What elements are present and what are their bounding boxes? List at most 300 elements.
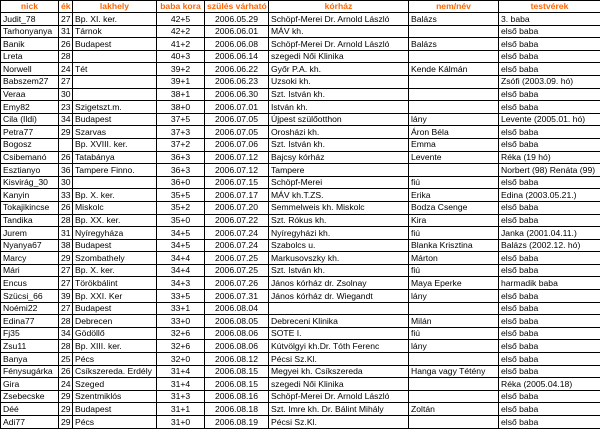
due-date-cell[interactable]: 2006.06.30: [205, 88, 269, 101]
sex-name-cell[interactable]: Maya Eperke: [409, 277, 499, 290]
residence-cell[interactable]: [73, 176, 157, 189]
siblings-cell[interactable]: Edina (2003.05.21.): [499, 189, 600, 202]
siblings-cell[interactable]: első baba: [499, 176, 600, 189]
table-row: [1, 416, 600, 429]
due-date-cell[interactable]: 2006.06.23: [205, 75, 269, 88]
residence-cell[interactable]: Budapest: [73, 403, 157, 416]
nick-cell[interactable]: Mári: [1, 264, 59, 277]
column-header-nick[interactable]: nick: [1, 1, 59, 13]
age-cell[interactable]: 27: [59, 264, 73, 277]
sex-name-cell[interactable]: lány: [409, 113, 499, 126]
sex-name-cell[interactable]: Blanka Krisztina: [409, 239, 499, 252]
siblings-cell[interactable]: Réka (2005.04.18): [499, 378, 600, 391]
nick-cell[interactable]: Marcy: [1, 252, 59, 265]
sex-name-cell[interactable]: Bodza Csenge: [409, 201, 499, 214]
nick-cell[interactable]: Judit_78: [1, 13, 59, 26]
residence-cell[interactable]: Tárnok: [73, 25, 157, 38]
sex-name-cell[interactable]: Zoltán: [409, 403, 499, 416]
siblings-cell[interactable]: első baba: [499, 416, 600, 429]
baby-age-cell[interactable]: 38+1: [157, 88, 205, 101]
due-date-cell[interactable]: 2006.07.26: [205, 277, 269, 290]
nick-cell[interactable]: Veraa: [1, 88, 59, 101]
siblings-cell[interactable]: első baba: [499, 88, 600, 101]
age-cell[interactable]: 29: [59, 126, 73, 139]
column-header-age[interactable]: ék: [59, 1, 73, 13]
due-date-cell[interactable]: 2006.08.16: [205, 390, 269, 403]
sex-name-cell[interactable]: [409, 25, 499, 38]
sex-name-cell[interactable]: Márton: [409, 252, 499, 265]
table-row: [1, 214, 600, 227]
baby-age-cell[interactable]: 38+0: [157, 101, 205, 114]
siblings-cell[interactable]: első baba: [499, 315, 600, 328]
hospital-cell[interactable]: Schöpf-Merei: [269, 176, 409, 189]
age-cell[interactable]: 27: [59, 13, 73, 26]
baby-age-cell[interactable]: 33+5: [157, 290, 205, 303]
table-row: [1, 378, 600, 391]
hospital-cell[interactable]: János kórház dr. Zsolnay: [269, 277, 409, 290]
table-row: [1, 164, 600, 177]
siblings-cell[interactable]: első baba: [499, 290, 600, 303]
nick-cell[interactable]: Csibemanó: [1, 151, 59, 164]
sex-name-cell[interactable]: Levente: [409, 151, 499, 164]
hospital-cell[interactable]: Szt. Rókus kh.: [269, 214, 409, 227]
residence-cell[interactable]: Pécs: [73, 416, 157, 429]
due-date-cell[interactable]: 2006.07.25: [205, 252, 269, 265]
due-date-cell[interactable]: 2006.06.22: [205, 63, 269, 76]
sex-name-cell[interactable]: Áron Béla: [409, 126, 499, 139]
due-date-cell[interactable]: 2006.08.15: [205, 365, 269, 378]
baby-age-cell[interactable]: 35+5: [157, 189, 205, 202]
residence-cell[interactable]: Debrecen: [73, 315, 157, 328]
column-header-baby-age[interactable]: baba kora: [157, 1, 205, 13]
age-cell[interactable]: 31: [59, 227, 73, 240]
sex-name-cell[interactable]: fiú: [409, 327, 499, 340]
hospital-cell[interactable]: Győr P.A. kh.: [269, 63, 409, 76]
sex-name-cell[interactable]: fiú: [409, 227, 499, 240]
sex-name-cell[interactable]: lány: [409, 340, 499, 353]
table-row: [1, 13, 600, 26]
age-cell[interactable]: 29: [59, 416, 73, 429]
age-cell[interactable]: 29: [59, 390, 73, 403]
baby-age-cell[interactable]: 37+3: [157, 126, 205, 139]
siblings-cell[interactable]: első baba: [499, 25, 600, 38]
age-cell[interactable]: 38: [59, 239, 73, 252]
baby-age-cell[interactable]: 32+6: [157, 327, 205, 340]
siblings-cell[interactable]: első baba: [499, 340, 600, 353]
siblings-cell[interactable]: 3. baba: [499, 13, 600, 26]
siblings-cell[interactable]: harmadik baba: [499, 277, 600, 290]
nick-cell[interactable]: Esztianyo: [1, 164, 59, 177]
age-cell[interactable]: 28: [59, 50, 73, 63]
table-row: [1, 201, 600, 214]
baby-age-cell[interactable]: 33+1: [157, 302, 205, 315]
sex-name-cell[interactable]: fiú: [409, 264, 499, 277]
baby-age-cell[interactable]: 31+4: [157, 378, 205, 391]
column-header-hospital[interactable]: kórház: [269, 1, 409, 13]
siblings-cell[interactable]: Zsófi (2003.09. hó): [499, 75, 600, 88]
nick-cell[interactable]: Encus: [1, 277, 59, 290]
table-row: [1, 227, 600, 240]
residence-cell[interactable]: Budapest: [73, 302, 157, 315]
baby-age-cell[interactable]: 39+1: [157, 75, 205, 88]
due-date-cell[interactable]: 2006.07.24: [205, 239, 269, 252]
table-row: [1, 38, 600, 51]
due-date-cell[interactable]: 2006.07.01: [205, 101, 269, 114]
hospital-cell[interactable]: Szabolcs u.: [269, 239, 409, 252]
nick-cell[interactable]: Banya: [1, 353, 59, 366]
age-cell[interactable]: 27: [59, 75, 73, 88]
nick-cell[interactable]: Tokajikincse: [1, 201, 59, 214]
due-date-cell[interactable]: 2006.07.17: [205, 189, 269, 202]
residence-cell[interactable]: Bp. X. ker.: [73, 264, 157, 277]
siblings-cell[interactable]: első baba: [499, 101, 600, 114]
age-cell[interactable]: 29: [59, 403, 73, 416]
hospital-cell[interactable]: Uzsoki kh.: [269, 75, 409, 88]
age-cell[interactable]: 25: [59, 353, 73, 366]
siblings-cell[interactable]: első baba: [499, 252, 600, 265]
baby-age-cell[interactable]: 36+3: [157, 164, 205, 177]
sex-name-cell[interactable]: [409, 378, 499, 391]
hospital-cell[interactable]: Szt. Imre kh. Dr. Bálint Mihály: [269, 403, 409, 416]
age-cell[interactable]: 34: [59, 327, 73, 340]
hospital-cell[interactable]: Szt. István kh.: [269, 88, 409, 101]
hospital-cell[interactable]: Újpest szülőotthon: [269, 113, 409, 126]
residence-cell[interactable]: Tampere Finno.: [73, 164, 157, 177]
residence-cell[interactable]: Nyíregyháza: [73, 227, 157, 240]
due-date-cell[interactable]: 2006.07.20: [205, 201, 269, 214]
residence-cell[interactable]: Budapest: [73, 239, 157, 252]
siblings-cell[interactable]: első baba: [499, 327, 600, 340]
baby-age-cell[interactable]: 34+4: [157, 264, 205, 277]
nick-cell[interactable]: Fénysugárka: [1, 365, 59, 378]
sex-name-cell[interactable]: [409, 353, 499, 366]
hospital-cell[interactable]: SOTE I.: [269, 327, 409, 340]
age-cell[interactable]: 34: [59, 113, 73, 126]
nick-cell[interactable]: Emy82: [1, 101, 59, 114]
nick-cell[interactable]: Kanyin: [1, 189, 59, 202]
residence-cell[interactable]: [73, 88, 157, 101]
due-date-cell[interactable]: 2006.08.05: [205, 315, 269, 328]
due-date-cell[interactable]: 2006.08.06: [205, 327, 269, 340]
table-row: [1, 327, 600, 340]
nick-cell[interactable]: Kisvirág_30: [1, 176, 59, 189]
baby-age-cell[interactable]: 35+2: [157, 201, 205, 214]
age-cell[interactable]: 39: [59, 290, 73, 303]
age-cell[interactable]: 28: [59, 214, 73, 227]
baby-age-cell[interactable]: 32+0: [157, 353, 205, 366]
sex-name-cell[interactable]: Kende Kálmán: [409, 63, 499, 76]
table-body: [1, 13, 600, 429]
hospital-cell[interactable]: Megyei kh. Csíkszereda: [269, 365, 409, 378]
nick-cell[interactable]: Cila (Ildi): [1, 113, 59, 126]
due-date-cell[interactable]: 2006.07.15: [205, 176, 269, 189]
age-cell[interactable]: 27: [59, 302, 73, 315]
table-row: [1, 277, 600, 290]
column-header-due-date[interactable]: szülés várható: [205, 1, 269, 13]
siblings-cell[interactable]: első baba: [499, 63, 600, 76]
sex-name-cell[interactable]: Milán: [409, 315, 499, 328]
baby-age-cell[interactable]: 36+3: [157, 151, 205, 164]
residence-cell[interactable]: Szentmiklós: [73, 390, 157, 403]
nick-cell[interactable]: Babszem27: [1, 75, 59, 88]
table-row: [1, 138, 600, 151]
table-row: [1, 126, 600, 139]
siblings-cell[interactable]: első baba: [499, 50, 600, 63]
hospital-cell[interactable]: István kh.: [269, 101, 409, 114]
residence-cell[interactable]: Szarvas: [73, 126, 157, 139]
baby-age-cell[interactable]: 42+2: [157, 25, 205, 38]
nick-cell[interactable]: Jurem: [1, 227, 59, 240]
sex-name-cell[interactable]: [409, 164, 499, 177]
residence-cell[interactable]: Pécs: [73, 353, 157, 366]
header-row: [1, 1, 600, 13]
age-cell[interactable]: 33: [59, 189, 73, 202]
residence-cell[interactable]: Bp. XXI. Ker: [73, 290, 157, 303]
age-cell[interactable]: 24: [59, 378, 73, 391]
nick-cell[interactable]: Petra77: [1, 126, 59, 139]
siblings-cell[interactable]: első baba: [499, 365, 600, 378]
table-row: [1, 353, 600, 366]
baby-age-cell[interactable]: 32+6: [157, 340, 205, 353]
column-header-residence[interactable]: lakhely: [73, 1, 157, 13]
age-cell[interactable]: 23: [59, 101, 73, 114]
sex-name-cell[interactable]: fiú: [409, 176, 499, 189]
siblings-cell[interactable]: első baba: [499, 138, 600, 151]
due-date-cell[interactable]: 2006.07.05: [205, 113, 269, 126]
due-date-cell[interactable]: 2006.07.25: [205, 264, 269, 277]
residence-cell[interactable]: Tatabánya: [73, 151, 157, 164]
baby-age-cell[interactable]: 41+2: [157, 38, 205, 51]
sex-name-cell[interactable]: lány: [409, 290, 499, 303]
hospital-cell[interactable]: MÁV kh.: [269, 25, 409, 38]
nick-cell[interactable]: Szücsi_66: [1, 290, 59, 303]
due-date-cell[interactable]: 2006.06.14: [205, 50, 269, 63]
nick-cell[interactable]: Edina77: [1, 315, 59, 328]
due-date-cell[interactable]: 2006.08.12: [205, 353, 269, 366]
hospital-cell[interactable]: [269, 302, 409, 315]
hospital-cell[interactable]: Semmelweis kh. Miskolc: [269, 201, 409, 214]
hospital-cell[interactable]: Bajcsy kórház: [269, 151, 409, 164]
baby-age-cell[interactable]: 37+2: [157, 138, 205, 151]
column-header-siblings[interactable]: testvérek: [499, 1, 600, 13]
siblings-cell[interactable]: első baba: [499, 403, 600, 416]
nick-cell[interactable]: Tarhonyanya: [1, 25, 59, 38]
sex-name-cell[interactable]: [409, 75, 499, 88]
sex-name-cell[interactable]: Hanga vagy Tétény: [409, 365, 499, 378]
hospital-cell[interactable]: Markusovszky kh.: [269, 252, 409, 265]
age-cell[interactable]: 26: [59, 201, 73, 214]
siblings-cell[interactable]: első baba: [499, 126, 600, 139]
baby-age-cell[interactable]: 31+4: [157, 365, 205, 378]
table-row: [1, 63, 600, 76]
age-cell[interactable]: 30: [59, 88, 73, 101]
hospital-cell[interactable]: Szt. István kh.: [269, 264, 409, 277]
age-cell[interactable]: 30: [59, 176, 73, 189]
age-cell[interactable]: 31: [59, 25, 73, 38]
nick-cell[interactable]: Déé: [1, 403, 59, 416]
hospital-cell[interactable]: Orosházi kh.: [269, 126, 409, 139]
sex-name-cell[interactable]: Kira: [409, 214, 499, 227]
residence-cell[interactable]: Bp. XVIII. ker.: [73, 138, 157, 151]
siblings-cell[interactable]: első baba: [499, 302, 600, 315]
due-date-cell[interactable]: 2006.07.31: [205, 290, 269, 303]
residence-cell[interactable]: Bp. XIII. ker.: [73, 340, 157, 353]
nick-cell[interactable]: Adi77: [1, 416, 59, 429]
baby-age-cell[interactable]: 39+2: [157, 63, 205, 76]
hospital-cell[interactable]: Nyíregyházi kh.: [269, 227, 409, 240]
sex-name-cell[interactable]: Emma: [409, 138, 499, 151]
nick-cell[interactable]: Gira: [1, 378, 59, 391]
residence-cell[interactable]: Budapest: [73, 38, 157, 51]
table-row: [1, 340, 600, 353]
baby-age-cell[interactable]: 31+3: [157, 390, 205, 403]
table-row: [1, 390, 600, 403]
table-row: [1, 302, 600, 315]
nick-cell[interactable]: Norwell: [1, 63, 59, 76]
nick-cell[interactable]: Bogosz: [1, 138, 59, 151]
nick-cell[interactable]: Lreta: [1, 50, 59, 63]
siblings-cell[interactable]: Norbert (98) Renáta (99): [499, 164, 600, 177]
baby-age-cell[interactable]: 34+3: [157, 277, 205, 290]
siblings-cell[interactable]: Balázs (2002.12. hó): [499, 239, 600, 252]
residence-cell[interactable]: Budapest: [73, 113, 157, 126]
table-row: [1, 25, 600, 38]
siblings-cell[interactable]: első baba: [499, 38, 600, 51]
residence-cell[interactable]: Szombathely: [73, 252, 157, 265]
residence-cell[interactable]: Miskolc: [73, 201, 157, 214]
baby-age-cell[interactable]: 31+0: [157, 416, 205, 429]
hospital-cell[interactable]: szegedi Női Klinika: [269, 50, 409, 63]
hospital-cell[interactable]: MÁV kh.T.ZS.: [269, 189, 409, 202]
age-cell[interactable]: 24: [59, 63, 73, 76]
residence-cell[interactable]: Szigetszt.m.: [73, 101, 157, 114]
column-header-sex-name[interactable]: nem/név: [409, 1, 499, 13]
hospital-cell[interactable]: Szt. István kh.: [269, 138, 409, 151]
baby-age-cell[interactable]: 36+0: [157, 176, 205, 189]
due-date-cell[interactable]: 2006.08.15: [205, 378, 269, 391]
due-date-cell[interactable]: 2006.06.01: [205, 25, 269, 38]
age-cell[interactable]: 26: [59, 151, 73, 164]
sex-name-cell[interactable]: [409, 302, 499, 315]
baby-age-cell[interactable]: 40+3: [157, 50, 205, 63]
age-cell[interactable]: 27: [59, 277, 73, 290]
hospital-cell[interactable]: Schöpf-Merei Dr. Arnold László: [269, 13, 409, 26]
sex-name-cell[interactable]: [409, 101, 499, 114]
baby-age-cell[interactable]: 33+0: [157, 315, 205, 328]
nick-cell[interactable]: Banik: [1, 38, 59, 51]
sex-name-cell[interactable]: [409, 88, 499, 101]
residence-cell[interactable]: Tét: [73, 63, 157, 76]
hospital-cell[interactable]: Schöpf-Merei Dr. Arnold László: [269, 38, 409, 51]
age-cell[interactable]: [59, 138, 73, 151]
sex-name-cell[interactable]: Balázs: [409, 38, 499, 51]
baby-age-cell[interactable]: 31+1: [157, 403, 205, 416]
due-date-cell[interactable]: 2006.07.24: [205, 227, 269, 240]
residence-cell[interactable]: Törökbálint: [73, 277, 157, 290]
table-row: [1, 239, 600, 252]
sex-name-cell[interactable]: [409, 50, 499, 63]
due-date-cell[interactable]: 2006.07.22: [205, 214, 269, 227]
due-date-cell[interactable]: 2006.08.06: [205, 340, 269, 353]
age-cell[interactable]: 26: [59, 38, 73, 51]
siblings-cell[interactable]: első baba: [499, 264, 600, 277]
due-date-cell[interactable]: 2006.07.12: [205, 164, 269, 177]
due-date-cell[interactable]: 2006.05.29: [205, 13, 269, 26]
residence-cell[interactable]: Szeged: [73, 378, 157, 391]
nick-cell[interactable]: Zsebecske: [1, 390, 59, 403]
residence-cell[interactable]: [73, 50, 157, 63]
due-date-cell[interactable]: 2006.07.05: [205, 126, 269, 139]
hospital-cell[interactable]: Schöpf-Merei Dr. Arnold László: [269, 390, 409, 403]
table-row: [1, 176, 600, 189]
sex-name-cell[interactable]: [409, 416, 499, 429]
residence-cell[interactable]: [73, 75, 157, 88]
siblings-cell[interactable]: első baba: [499, 353, 600, 366]
table-row: [1, 189, 600, 202]
due-date-cell[interactable]: 2006.08.18: [205, 403, 269, 416]
siblings-cell[interactable]: Réka (19 hó): [499, 151, 600, 164]
hospital-cell[interactable]: Tampere: [269, 164, 409, 177]
baby-age-cell[interactable]: 35+0: [157, 214, 205, 227]
baby-age-cell[interactable]: 42+5: [157, 13, 205, 26]
nick-cell[interactable]: Zsu11: [1, 340, 59, 353]
nick-cell[interactable]: Noémi22: [1, 302, 59, 315]
table-row: [1, 113, 600, 126]
baby-age-cell[interactable]: 37+5: [157, 113, 205, 126]
hospital-cell[interactable]: Pécsi Sz.Kl.: [269, 416, 409, 429]
hospital-cell[interactable]: Pécsi Sz.Kl.: [269, 353, 409, 366]
nick-cell[interactable]: Fj35: [1, 327, 59, 340]
hospital-cell[interactable]: Kútvölgyi kh.Dr. Tóth Ferenc: [269, 340, 409, 353]
age-cell[interactable]: 26: [59, 365, 73, 378]
due-date-cell[interactable]: 2006.08.04: [205, 302, 269, 315]
table-row: [1, 365, 600, 378]
siblings-cell[interactable]: első baba: [499, 390, 600, 403]
due-date-cell[interactable]: 2006.07.12: [205, 151, 269, 164]
due-date-cell[interactable]: 2006.07.06: [205, 138, 269, 151]
age-cell[interactable]: 29: [59, 252, 73, 265]
age-cell[interactable]: 28: [59, 315, 73, 328]
sex-name-cell[interactable]: [409, 390, 499, 403]
age-cell[interactable]: 36: [59, 164, 73, 177]
residence-cell[interactable]: Csíkszereda. Erdély: [73, 365, 157, 378]
due-date-cell[interactable]: 2006.08.19: [205, 416, 269, 429]
residence-cell[interactable]: Bp. X. ker.: [73, 189, 157, 202]
sex-name-cell[interactable]: Erika: [409, 189, 499, 202]
table-row: [1, 264, 600, 277]
siblings-cell[interactable]: Levente (2005.01. hó): [499, 113, 600, 126]
baby-age-cell[interactable]: 34+4: [157, 252, 205, 265]
sex-name-cell[interactable]: Balázs: [409, 13, 499, 26]
hospital-cell[interactable]: János kórház dr. Wiegandt: [269, 290, 409, 303]
nick-cell[interactable]: Tandika: [1, 214, 59, 227]
age-cell[interactable]: 28: [59, 340, 73, 353]
due-date-cell[interactable]: 2006.06.08: [205, 38, 269, 51]
hospital-cell[interactable]: Debreceni Klinika: [269, 315, 409, 328]
hospital-cell[interactable]: szegedi Női Klinika: [269, 378, 409, 391]
table-row: [1, 151, 600, 164]
siblings-cell[interactable]: első baba: [499, 214, 600, 227]
siblings-cell[interactable]: első baba: [499, 201, 600, 214]
residence-cell[interactable]: Bp. XI. ker.: [73, 13, 157, 26]
table-row: [1, 75, 600, 88]
residence-cell[interactable]: Bp. XX. ker.: [73, 214, 157, 227]
nick-cell[interactable]: Nyanya67: [1, 239, 59, 252]
siblings-cell[interactable]: Janka (2001.04.11.): [499, 227, 600, 240]
residence-cell[interactable]: Gödöllő: [73, 327, 157, 340]
baby-age-cell[interactable]: 34+5: [157, 227, 205, 240]
baby-age-cell[interactable]: 34+5: [157, 239, 205, 252]
